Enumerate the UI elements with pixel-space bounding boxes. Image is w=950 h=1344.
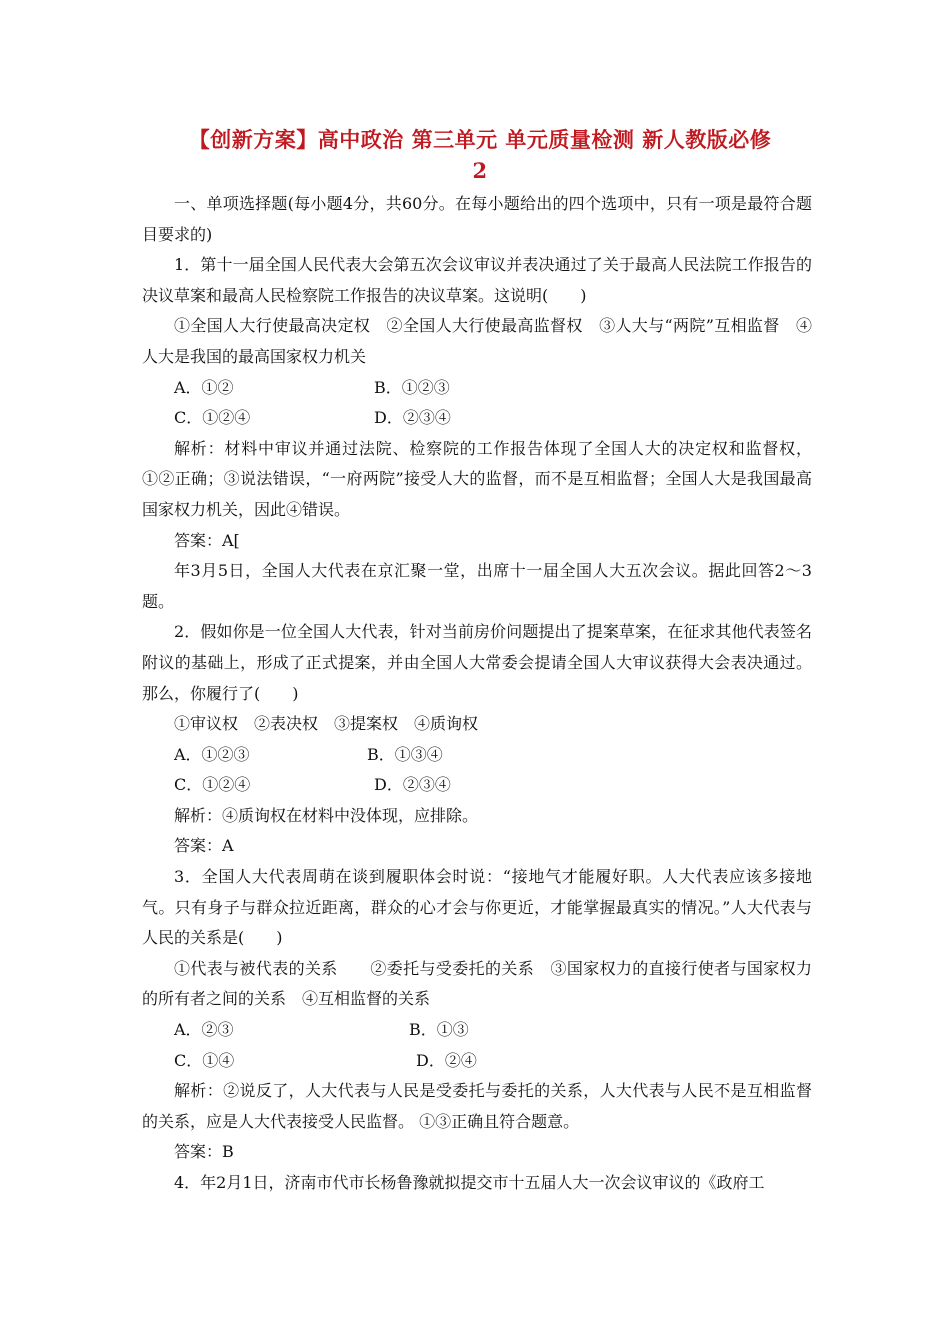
option-d: D．②③④ (374, 775, 451, 795)
question-3-options-row-1 (174, 1015, 812, 1046)
question-1-statements: ①全国人大行使最高决定权 ②全国人大行使最高监督权 ③人大与“两院”互相监督 ④人大是我国的最高国家权力机关 (142, 316, 812, 366)
question-4-stem: 4．年2月1日，济南市代市长杨鲁豫就拟提交市十五届人大一次会议审议的《政府工 (174, 1173, 765, 1192)
section-heading: 一、单项选择题(每小题4分，共60分。在每小题给出的四个选项中，只有一项是最符合题目要求的) (142, 194, 812, 244)
question-2-options-row-2 (174, 770, 812, 801)
question-2-answer: 答案：A (174, 836, 234, 856)
option-c: C．①②④ (174, 775, 251, 795)
question-2-stem: 2．假如你是一位全国人大代表，针对当前房价问题提出了提案草案，在征求其他代表签名附议的基础上，形成了正式提案，并由全国人大常委会提请全国人大审议获得大会表决通过。那么，你履行了( ) (142, 622, 812, 703)
question-2-options-row-1 (174, 740, 812, 771)
option-c: C．①②④ (174, 408, 251, 428)
question-2-statements: ①审议权 ②表决权 ③提案权 ④质询权 (174, 714, 479, 734)
question-3-answer: 答案：B (174, 1142, 234, 1162)
document-body (142, 189, 812, 1199)
option-b: B．①②③ (374, 377, 450, 397)
question-1-options-row-2 (174, 403, 812, 434)
question-3-options-row-2 (174, 1046, 812, 1077)
question-3-statements: ①代表与被代表的关系 ②委托与受委托的关系 ③国家权力的直接行使者与国家权力的所有者之间的关系 ④互相监督的关系 (142, 958, 812, 1009)
option-c: C．①④ (174, 1050, 235, 1070)
question-3-stem: 3．全国人大代表周萌在谈到履职体会时说：“接地气才能履好职。人大代表应该多接地气。只有身子与群众拉近距离，群众的心才会与你更近，才能掌握最真实的情况。”人大代表与人民的关系是( ) (142, 867, 812, 948)
question-1-answer: 答案：A[ (174, 530, 240, 550)
question-1-options-row-1 (174, 373, 812, 404)
document-title-continued: 2 (472, 158, 488, 183)
question-3-analysis: 解析：②说反了，人大代表与人民是受委托与委托的关系，人大代表与人民不是互相监督的关系，应是人大代表接受人民监督。 ①③正确且符合题意。 (142, 1081, 812, 1131)
material-intro: 年3月5日，全国人大代表在京汇聚一堂，出席十一届全国人大五次会议。据此回答2～3题。 (142, 561, 812, 611)
document-title: 【创新方案】高中政治 第三单元 单元质量检测 新人教版必修 (188, 127, 772, 152)
option-b: B．①③ (409, 1020, 469, 1040)
option-a: A．②③ (174, 1020, 234, 1040)
question-1-analysis: 解析：材料中审议并通过法院、检察院的工作报告体现了全国人大的决定权和监督权，①②正确；③说法错误，“一府两院”接受人大的监督，而不是互相监督；全国人大是我国最高国家权力机关，因此④错误。 (142, 438, 812, 519)
question-2-analysis: 解析：④质询权在材料中没体现，应排除。 (174, 805, 479, 825)
option-b: B．①③④ (367, 744, 443, 764)
option-d: D．②④ (416, 1050, 477, 1070)
option-a: A．①②③ (174, 744, 250, 764)
question-1-stem: 1．第十一届全国人民代表大会第五次会议审议并表决通过了关于最高人民法院工作报告的决议草案和最高人民检察院工作报告的决议草案。这说明( ) (142, 255, 812, 305)
option-a: A．①② (174, 377, 234, 397)
option-d: D．②③④ (374, 408, 451, 428)
